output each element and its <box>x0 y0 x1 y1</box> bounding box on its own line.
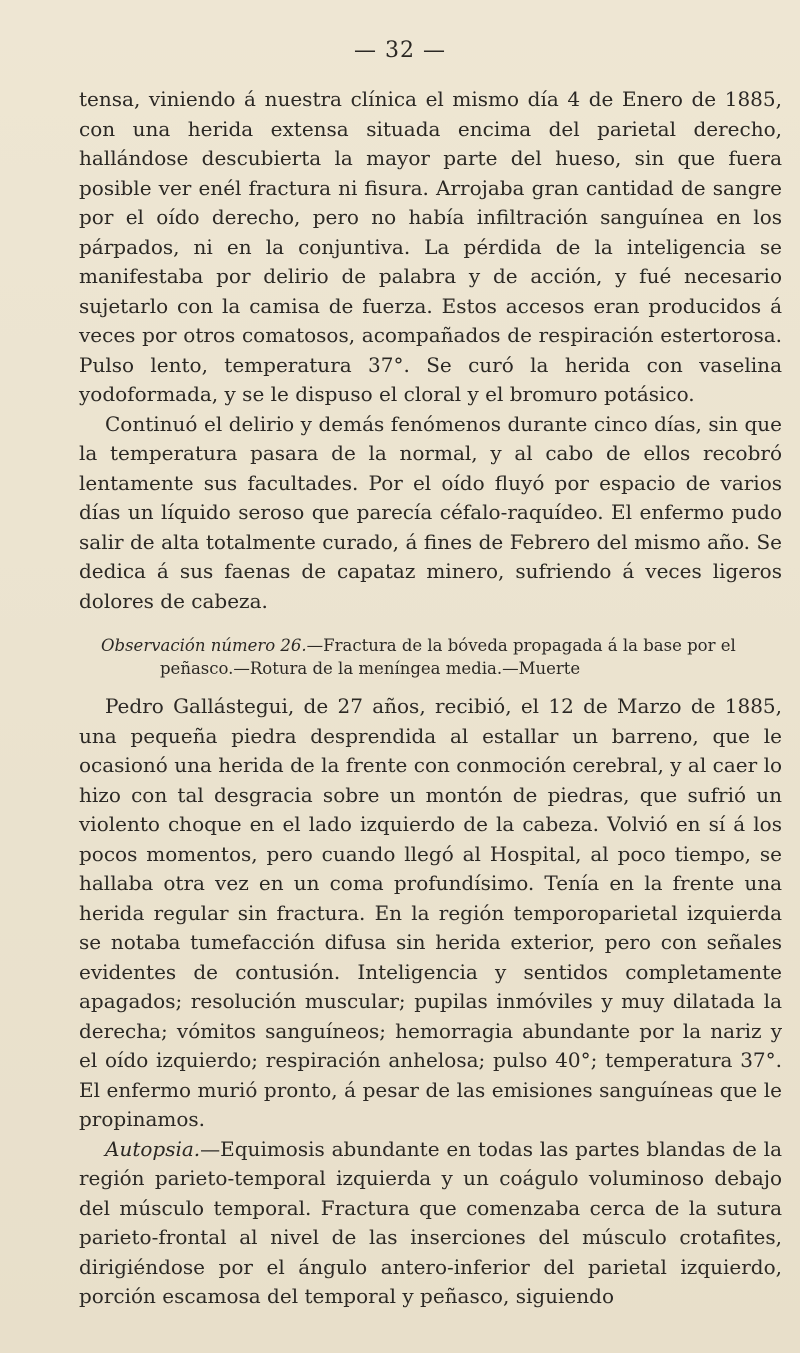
paragraph-case-report: Pedro Gallástegui, de 27 años, recibió, el 12 de Marzo de 1885, una pequeña piedra desprendida al estallar un barreno, que le ocasionó una herida de la frente con conmoción cerebral, y al caer lo hizo con tal desgracia sobre un montón de piedras, que sufrió un violento choque en el lado izquierdo de la cabeza. Volvió en sí á los pocos momentos, pero cuando llegó al Hospital, al poco tiempo, se hallaba otra vez en un coma profundísimo. Tenía en la frente una herida regular sin fractura. En la región temporoparietal izquierda se notaba tumefacción difusa sin herida exterior, pero con señales evidentes de contusión. Inteligencia y sentidos completamente apagados; resolución muscular; pupilas inmóviles y muy dilatada la derecha; vómitos sanguíneos; hemorragia abundante por la nariz y el oído izquierdo; respiración anhelosa; pulso 40°; temperatura 37°. El enfermo murió pronto, á pesar de las emisiones sanguíneas que le propinamos. <box>79 694 782 1131</box>
autopsy-label: Autopsia. <box>105 1136 201 1161</box>
paragraph-continuation: tensa, viniendo á nuestra clínica el mismo día 4 de Enero de 1885, con una herida extensa situada encima del parietal derecho, hallándose descubierta la mayor parte del hueso, sin que fuera posible ver enél fractura ni fisura. Arrojaba gran cantidad de sangre por el oído derecho, pero no había infiltración sanguínea en los párpados, ni en la conjuntiva. La pérdida de la inteligencia se manifestaba por delirio de palabra y de acción, y fué necesario sujetarlo con la camisa de fuerza. Estos accesos eran producidos á veces por otros comatosos, acompañados de respiración estertorosa. Pulso lento, temperatura 37°. Se curó la herida con vaselina yodoformada, y se le dispuso el cloral y el bromuro potásico. <box>79 87 782 406</box>
observation-description-line2: peñasco.—Rotura de la meníngea media.—Muerte <box>160 659 581 678</box>
observation-label: Observación número 26. <box>101 636 307 655</box>
autopsy-text: —Equimosis abundante en todas las partes blandas de la región parieto-temporal izquierda y un coágulo voluminoso debajo del músculo temporal. Fractura que comenzaba cerca de la sutura parieto-frontal al nivel de las inserciones del músculo crotafites, dirigiéndose por el ángulo antero-inferior del parietal izquierdo, porción escamosa del temporal y peñasco, siguiendo <box>79 1136 782 1308</box>
paragraph-autopsy <box>79 1135 782 1312</box>
paragraph-recovery: Continuó el delirio y demás fenómenos durante cinco días, sin que la temperatura pasara de la normal, y al cabo de ellos recobró lentamente sus facultades. Por el oído fluyó por espacio de varios días un líquido seroso que parecía céfalo-raquídeo. El enfermo pudo salir de alta totalmente curado, á fines de Febrero del mismo año. Se dedica á sus faenas de capataz minero, sufriendo á veces ligeros dolores de cabeza. <box>79 411 782 613</box>
page-number: — 32 — <box>354 38 446 63</box>
body-text <box>79 85 782 1312</box>
observation-heading <box>101 634 782 680</box>
observation-description-line1: —Fractura de la bóveda propagada á la base por el <box>306 636 736 655</box>
